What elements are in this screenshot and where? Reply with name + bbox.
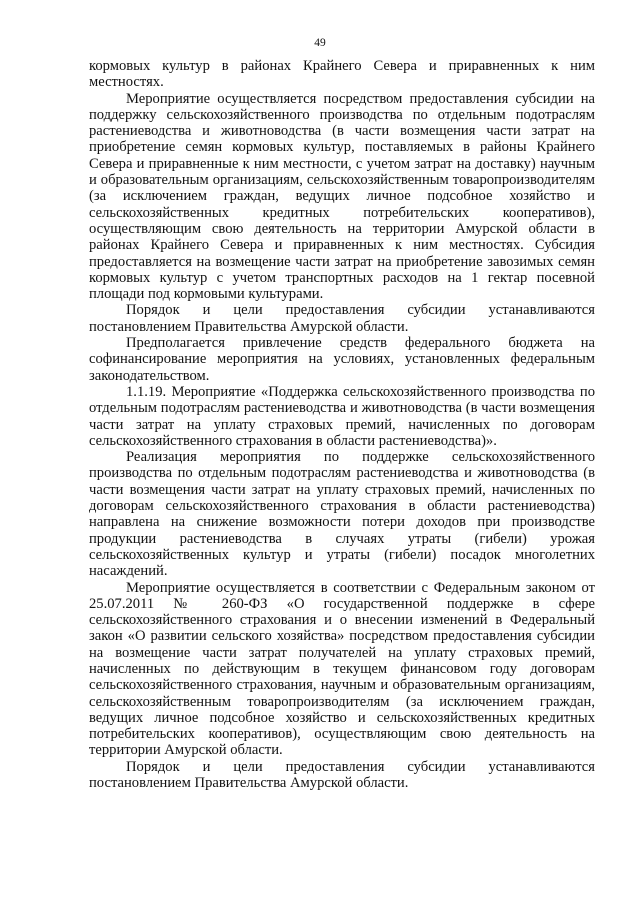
paragraph-continuation: кормовых культур в районах Крайнего Севера и приравненных к ним местностях. [89,58,595,91]
paragraph-federal-funding: Предполагается привлечение средств федерального бюджета на софинансирование мероприятия на условиях, установленных федеральным законодательством. [89,335,595,384]
paragraph-procedure: Порядок и цели предоставления субсидии устанавливаются постановлением Правительства Амурской области. [89,302,595,335]
page-number: 49 [314,37,326,49]
paragraph-implementation: Реализация мероприятия по поддержке сельскохозяйственного производства по отдельным подотраслям растениеводства и животноводства (в части возмещения части затрат на уплату страховых премий, начисленных по договорам сельскохозяйственного страхования в области растениеводства) направлена на снижение возможности потери доходов при производстве продукции растениеводства в случаях утраты (гибели) урожая сельскохозяйственных культур и утраты (гибели) посадок многолетних насаждений. [89,449,595,580]
paragraph-procedure-final: Порядок и цели предоставления субсидии устанавливаются постановлением Правительства Амурской области. [89,758,595,792]
document-body [89,58,595,791]
paragraph-measure-heading: 1.1.19. Мероприятие «Поддержка сельскохозяйственного производства по отдельным подотраслям растениеводства и животноводства (в части возмещения части затрат на уплату страховых премий, начисленных по договорам сельскохозяйственного страхования в области растениеводства)». [89,383,595,449]
paragraph-subsidy-description: Мероприятие осуществляется посредством предоставления субсидии на поддержку сельскохозяйственного производства по отдельным подотраслям растениеводства и животноводства (в части возмещения части затрат на приобретение семян кормовых культур, поставляемых в районы Крайнего Севера и приравненные к ним местности, с учетом затрат на доставку) научным и образовательным организациям, сельскохозяйственным товаропроизводителям (за исключением граждан, ведущих личное подсобное хозяйство и сельскохозяйственных кредитных потребительских кооперативов), осуществляющим свою деятельность на территории Амурской области в районах Крайнего Севера и приравненных к ним местностях. Субсидия предоставляется на возмещение части затрат на приобретение завозимых семян кормовых культур с учетом транспортных расходов на 1 гектар посевной площади под кормовыми культурами. [89,90,595,303]
paragraph-federal-law: Мероприятие осуществляется в соответствии с Федеральным законом от 25.07.2011 № 260-ФЗ «О государственной поддержке в сфере сельскохозяйственного страхования и о внесении изменений в Федеральный закон «О развитии сельского хозяйства» посредством предоставления субсидии на возмещение части затрат получателей на уплату страховых премий, начисленных по действующим в текущем финансовом году договорам сельскохозяйственного страхования, научным и образовательным организациям, сельскохозяйственным товаропроизводителям (за исключением граждан, ведущих личное подсобное хозяйство и сельскохозяйственных кредитных потребительских кооперативов), осуществляющим свою деятельность на территории Амурской области. [89,579,595,759]
